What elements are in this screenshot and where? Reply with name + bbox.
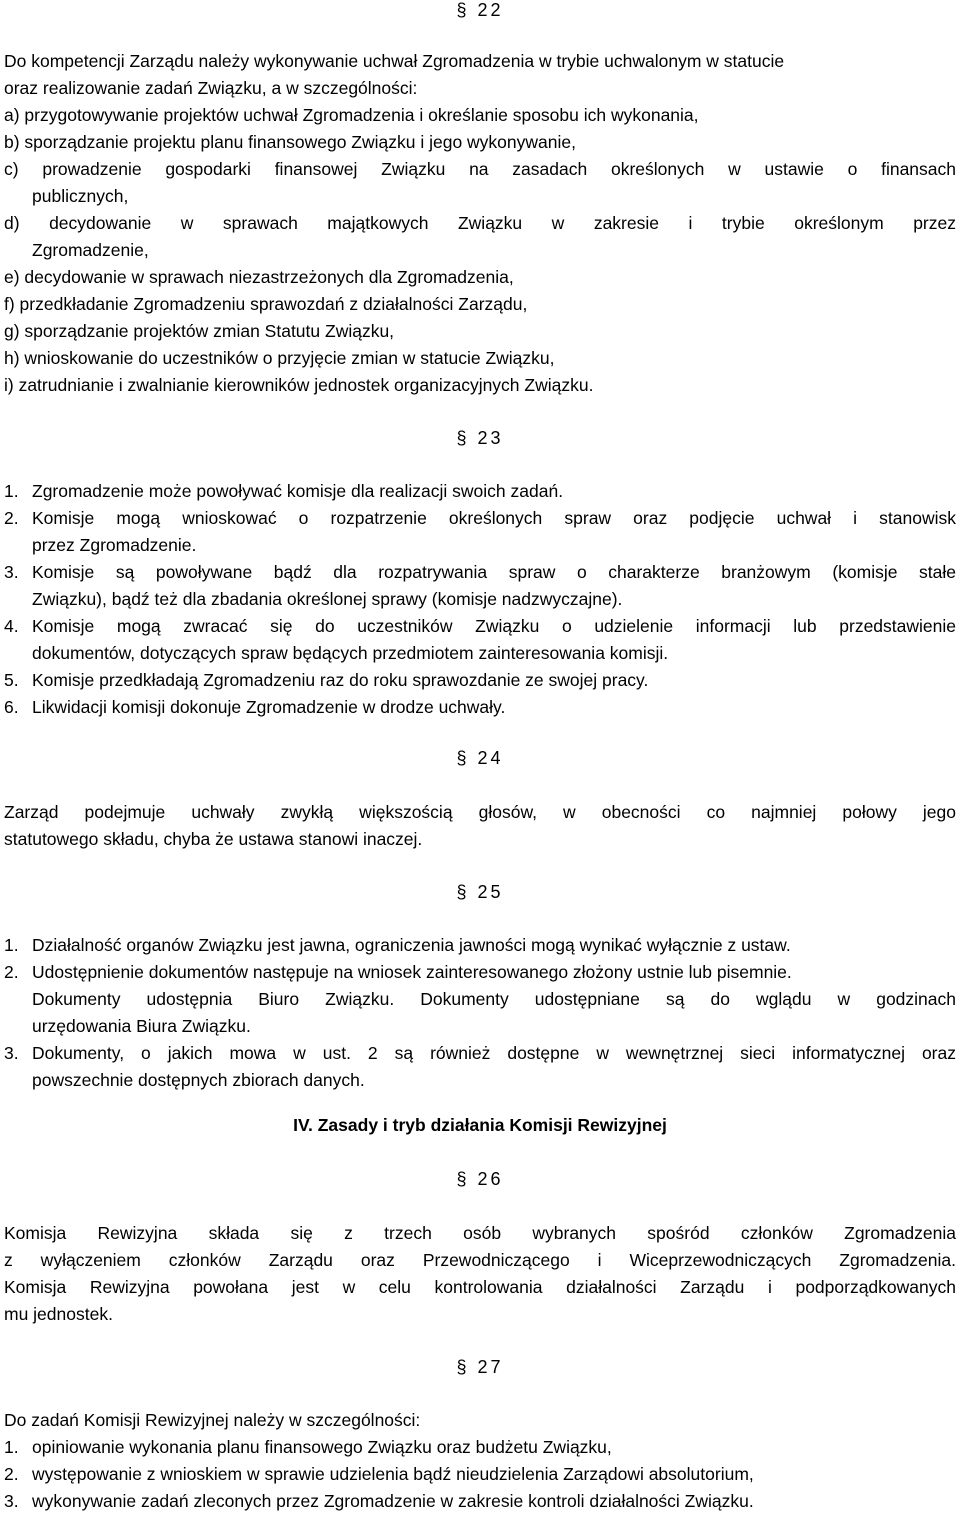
section-heading-26: § 26 bbox=[456, 1169, 504, 1189]
list-item-f: f) przedkładanie Zgromadzeniu sprawozdań z działalności Zarządu, bbox=[4, 294, 528, 314]
s27-item-2 bbox=[4, 1461, 956, 1488]
text-line: Działalność organów Związku jest jawna, ograniczenia jawności mogą wynikać wyłącznie z ustaw. bbox=[32, 935, 791, 955]
item-label: 2. bbox=[4, 962, 19, 982]
section-heading-27: § 27 bbox=[456, 1357, 504, 1377]
text-line: dokumentów, dotyczących spraw będących przedmiotem zainteresowania komisji. bbox=[32, 643, 669, 663]
item-label: 4. bbox=[4, 616, 19, 636]
item-label: 3. bbox=[4, 1043, 19, 1063]
section-heading-24: § 24 bbox=[456, 748, 504, 768]
s23-item-5 bbox=[4, 667, 956, 694]
text-line: wykonywanie zadań zleconych przez Zgromadzenie w zakresie kontroli działalności Związku. bbox=[32, 1491, 754, 1511]
list-item-c-cont: publicznych, bbox=[32, 186, 129, 206]
s24-text bbox=[4, 799, 956, 853]
text-line: Likwidacji komisji dokonuje Zgromadzenie w drodze uchwały. bbox=[32, 697, 506, 717]
list-item-b: b) sporządzanie projektu planu finansowego Związku i jego wykonywanie, bbox=[4, 132, 576, 152]
s25-item-3 bbox=[4, 1040, 956, 1094]
s26-text bbox=[4, 1220, 956, 1328]
text-line: Do zadań Komisji Rewizyjnej należy w szczególności: bbox=[4, 1410, 421, 1430]
text-line: Komisje mogą wnioskować o rozpatrzenie określonych spraw oraz podjęcie uchwał i stanowisk bbox=[32, 508, 956, 528]
s22-list bbox=[4, 102, 956, 399]
section-heading-23: § 23 bbox=[456, 428, 504, 448]
text-line: mu jednostek. bbox=[4, 1304, 113, 1324]
list-item-d-cont: Zgromadzenie, bbox=[32, 240, 149, 260]
chapter-heading: IV. Zasady i tryb działania Komisji Rewizyjnej bbox=[293, 1115, 667, 1135]
item-label: 1. bbox=[4, 481, 19, 501]
text-line: Komisje mogą zwracać się do uczestników Związku o udzielenie informacji lub przedstawienie bbox=[32, 616, 956, 636]
text-line: Udostępnienie dokumentów następuje na wniosek zainteresowanego złożony ustnie lub pisemnie. bbox=[32, 962, 792, 982]
text-line: Związku), bądź też dla zbadania określonej sprawy (komisje nadzwyczajne). bbox=[32, 589, 623, 609]
list-item-a: a) przygotowywanie projektów uchwał Zgromadzenia i określanie sposobu ich wykonania, bbox=[4, 105, 699, 125]
text-line: Dokumenty udostępnia Biuro Związku. Dokumenty udostępniane są do wglądu w godzinach bbox=[32, 989, 956, 1009]
s23-item-2 bbox=[4, 505, 956, 559]
item-label: 1. bbox=[4, 1437, 19, 1457]
text-line: Zarząd podejmuje uchwały zwykłą większością głosów, w obecności co najmniej połowy jego bbox=[4, 802, 956, 822]
text-line: Komisje są powoływane bądź dla rozpatrywania spraw o charakterze branżowym (komisje stałe bbox=[32, 562, 956, 582]
text-line: z wyłączeniem członków Zarządu oraz Przewodniczącego i Wiceprzewodniczących Zgromadzenia. bbox=[4, 1250, 956, 1270]
text-line: przez Zgromadzenie. bbox=[32, 535, 197, 555]
list-item-i: i) zatrudnianie i zwalnianie kierowników jednostek organizacyjnych Związku. bbox=[4, 375, 594, 395]
list-item-g: g) sporządzanie projektów zmian Statutu Związku, bbox=[4, 321, 395, 341]
list-item-c: c) prowadzenie gospodarki finansowej Związku na zasadach określonych w ustawie o finansach bbox=[4, 159, 956, 179]
item-label: 2. bbox=[4, 1464, 19, 1484]
s23-item-1 bbox=[4, 478, 956, 505]
s23-item-3 bbox=[4, 559, 956, 613]
item-label: 2. bbox=[4, 508, 19, 528]
s27-item-3 bbox=[4, 1488, 956, 1515]
text-line: oraz realizowanie zadań Związku, a w szczególności: bbox=[4, 78, 418, 98]
item-label: 6. bbox=[4, 697, 19, 717]
text-line: urzędowania Biura Związku. bbox=[32, 1016, 251, 1036]
item-label: 3. bbox=[4, 1491, 19, 1511]
s22-intro bbox=[4, 48, 956, 102]
text-line: Komisja Rewizyjna powołana jest w celu kontrolowania działalności Zarządu i podporządkowanych bbox=[4, 1277, 956, 1297]
s23-item-4 bbox=[4, 613, 956, 667]
section-heading-25: § 25 bbox=[456, 882, 504, 902]
item-label: 3. bbox=[4, 562, 19, 582]
s25-item-2 bbox=[4, 959, 956, 1040]
section-heading-22: § 22 bbox=[456, 0, 504, 20]
text-line: powszechnie dostępnych zbiorach danych. bbox=[32, 1070, 365, 1090]
list-item-d: d) decydowanie w sprawach majątkowych Związku w zakresie i trybie określonym przez bbox=[4, 213, 956, 233]
text-line: Do kompetencji Zarządu należy wykonywanie uchwał Zgromadzenia w trybie uchwalonym w statucie bbox=[4, 51, 785, 71]
text-line: Dokumenty, o jakich mowa w ust. 2 są również dostępne w wewnętrznej sieci informatycznej oraz bbox=[32, 1043, 956, 1063]
text-line: statutowego składu, chyba że ustawa stanowi inaczej. bbox=[4, 829, 423, 849]
s27-item-1 bbox=[4, 1434, 956, 1461]
list-item-h: h) wnioskowanie do uczestników o przyjęcie zmian w statucie Związku, bbox=[4, 348, 555, 368]
s27-intro bbox=[4, 1407, 956, 1434]
text-line: występowanie z wnioskiem w sprawie udzielenia bądź nieudzielenia Zarządowi absolutorium, bbox=[32, 1464, 754, 1484]
item-label: 5. bbox=[4, 670, 19, 690]
s25-item-1 bbox=[4, 932, 956, 959]
text-line: Zgromadzenie może powoływać komisje dla realizacji swoich zadań. bbox=[32, 481, 564, 501]
text-line: Komisja Rewizyjna składa się z trzech osób wybranych spośród członków Zgromadzenia bbox=[4, 1223, 956, 1243]
list-item-e: e) decydowanie w sprawach niezastrzeżonych dla Zgromadzenia, bbox=[4, 267, 514, 287]
s23-item-6 bbox=[4, 694, 956, 721]
text-line: opiniowanie wykonania planu finansowego Związku oraz budżetu Związku, bbox=[32, 1437, 612, 1457]
text-line: Komisje przedkładają Zgromadzeniu raz do roku sprawozdanie ze swojej pracy. bbox=[32, 670, 649, 690]
item-label: 1. bbox=[4, 935, 19, 955]
